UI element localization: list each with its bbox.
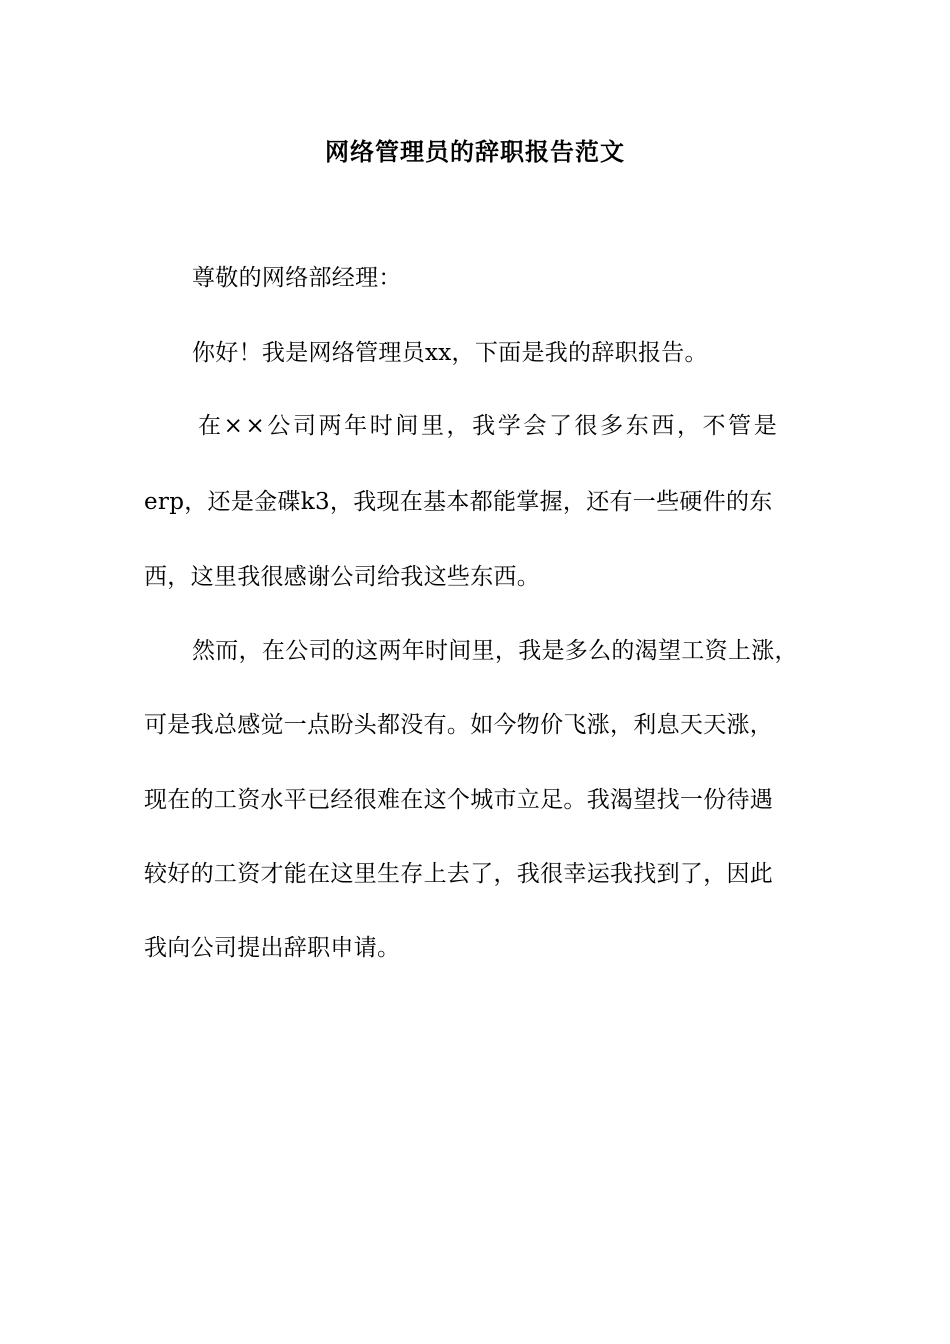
salutation-line: 尊敬的网络部经理： bbox=[192, 265, 402, 291]
paragraph-1-line-1: 在××公司两年时间里，我学会了很多东西，不管是 bbox=[198, 413, 780, 439]
paragraph-2-line-5: 我向公司提出辞职申请。 bbox=[144, 935, 401, 961]
document-title: 网络管理员的辞职报告范文 bbox=[325, 138, 625, 166]
paragraph-2-line-1: 然而，在公司的这两年时间里，我是多么的渴望工资上涨， bbox=[192, 638, 798, 664]
greeting-line: 你好！我是网络管理员xx，下面是我的辞职报告。 bbox=[192, 340, 708, 366]
paragraph-2-line-2: 可是我总感觉一点盼头都没有。如今物价飞涨，利息天天涨， bbox=[144, 712, 774, 738]
paragraph-1-line-3: 西，这里我很感谢公司给我这些东西。 bbox=[144, 564, 541, 590]
paragraph-2-line-4: 较好的工资才能在这里生存上去了，我很幸运我找到了，因此 bbox=[144, 861, 774, 887]
paragraph-1-line-2: erp，还是金碟k3，我现在基本都能掌握，还有一些硬件的东 bbox=[144, 489, 773, 515]
paragraph-2-line-3: 现在的工资水平已经很难在这个城市立足。我渴望找一份待遇 bbox=[144, 787, 774, 813]
